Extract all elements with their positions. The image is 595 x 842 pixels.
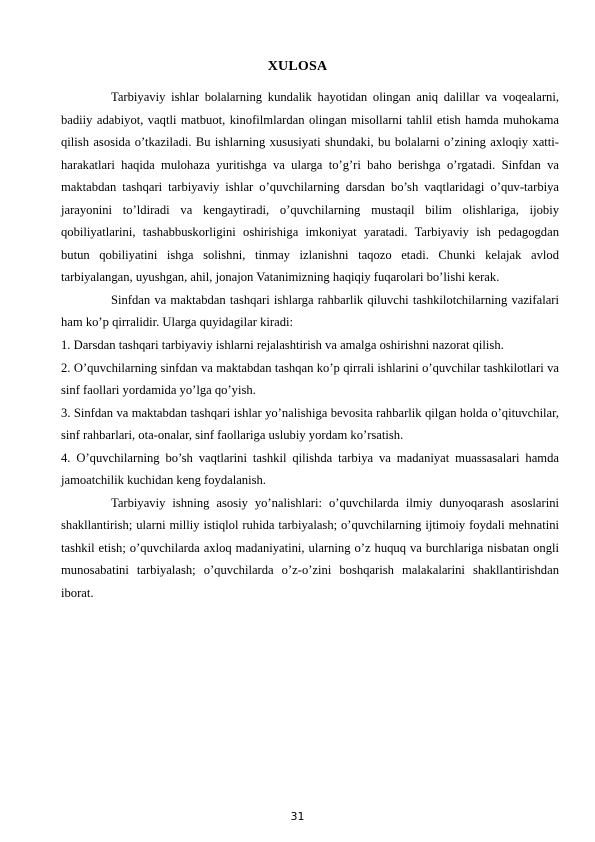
paragraph-intro: Tarbiyaviy ishlar bolalarning kundalik hayotidan olingan aniq dalillar va voqealarni, badiiy adabiyot, vaqtli matbuot, kinofilmlardan olingan misollarni tahlil etish hamda muhokama qilish asosida o’tkaziladi. Bu ishlarning xususiyati shundaki, bu bolalarni o’zining axloqiy xatti-harakatlari haqida mulohaza yuritishga va ularga to’g’ri baho berishga o’rgatadi. Sinfdan va maktabdan tashqari tarbiyaviy ishlar o’quvchilarning darsdan bo’sh vaqtlaridagi o’quv-tarbiya jarayonini to’ldiradi va kengaytiradi, o’quvchilarning mustaqil bilim olishlariga, ijobiy qobiliyatlarini, tashabbuskorligini oshirishiga imkoniyat yaratadi. Tarbiyaviy ish pedagogdan butun qobiliyatini ishga solishni, tinmay izlanishni taqozo etadi. Chunki kelajak avlod tarbiyalangan, uyushgan, ahil, jonajon Vatanimizning haqiqiy fuqarolari bo’lishi kerak. — [61, 90, 559, 285]
document-body — [61, 86, 559, 605]
page-number: 31 — [290, 810, 305, 823]
paragraph-duties: Sinfdan va maktabdan tashqari ishlarga rahbarlik qiluvchi tashkilotchilarning vazifalari ham ko’p qirralidir. Ularga quyidagilar kiradi: — [61, 292, 559, 330]
list-item-2: 2. O’quvchilarning sinfdan va maktabdan tashqan ko’p qirrali ishlarini o’quvchilar tashkilotlari va sinf faollari yordamida yo’lga qo’yish. — [61, 360, 559, 398]
list-item-4: 4. O’quvchilarning bo’sh vaqtlarini tashkil qilishda tarbiya va madaniyat muassasalari hamda jamoatchilik kuchidan keng foydalanish. — [61, 450, 559, 488]
section-title: XULOSA — [267, 59, 328, 74]
list-item-1: 1. Darsdan tashqari tarbiyaviy ishlarni rejalashtirish va amalga oshirishni nazorat qilish. — [61, 338, 504, 353]
paragraph-directions: Tarbiyaviy ishning asosiy yo’nalishlari: o’quvchilarda ilmiy dunyoqarash asoslarini shakllantirish; ularni milliy istiqlol ruhida tarbiyalash; o’quvchilarning ijtimoiy foydali mehnatini tashkil etish; o’quvchilarda axloq madaniyatini, ularning o’z huquq va burchlariga nisbatan ongli munosabatini tarbiyalash; o’quvchilarda o’z-o’zini boshqarish malakalarini shakllantirishdan iborat. — [61, 495, 559, 601]
list-item-3: 3. Sinfdan va maktabdan tashqari ishlar yo’nalishiga bevosita rahbarlik qilgan holda o’qituvchilar, sinf rahbarlari, ota-onalar, sinf faollariga uslubiy yordam ko’rsatish. — [61, 405, 559, 443]
